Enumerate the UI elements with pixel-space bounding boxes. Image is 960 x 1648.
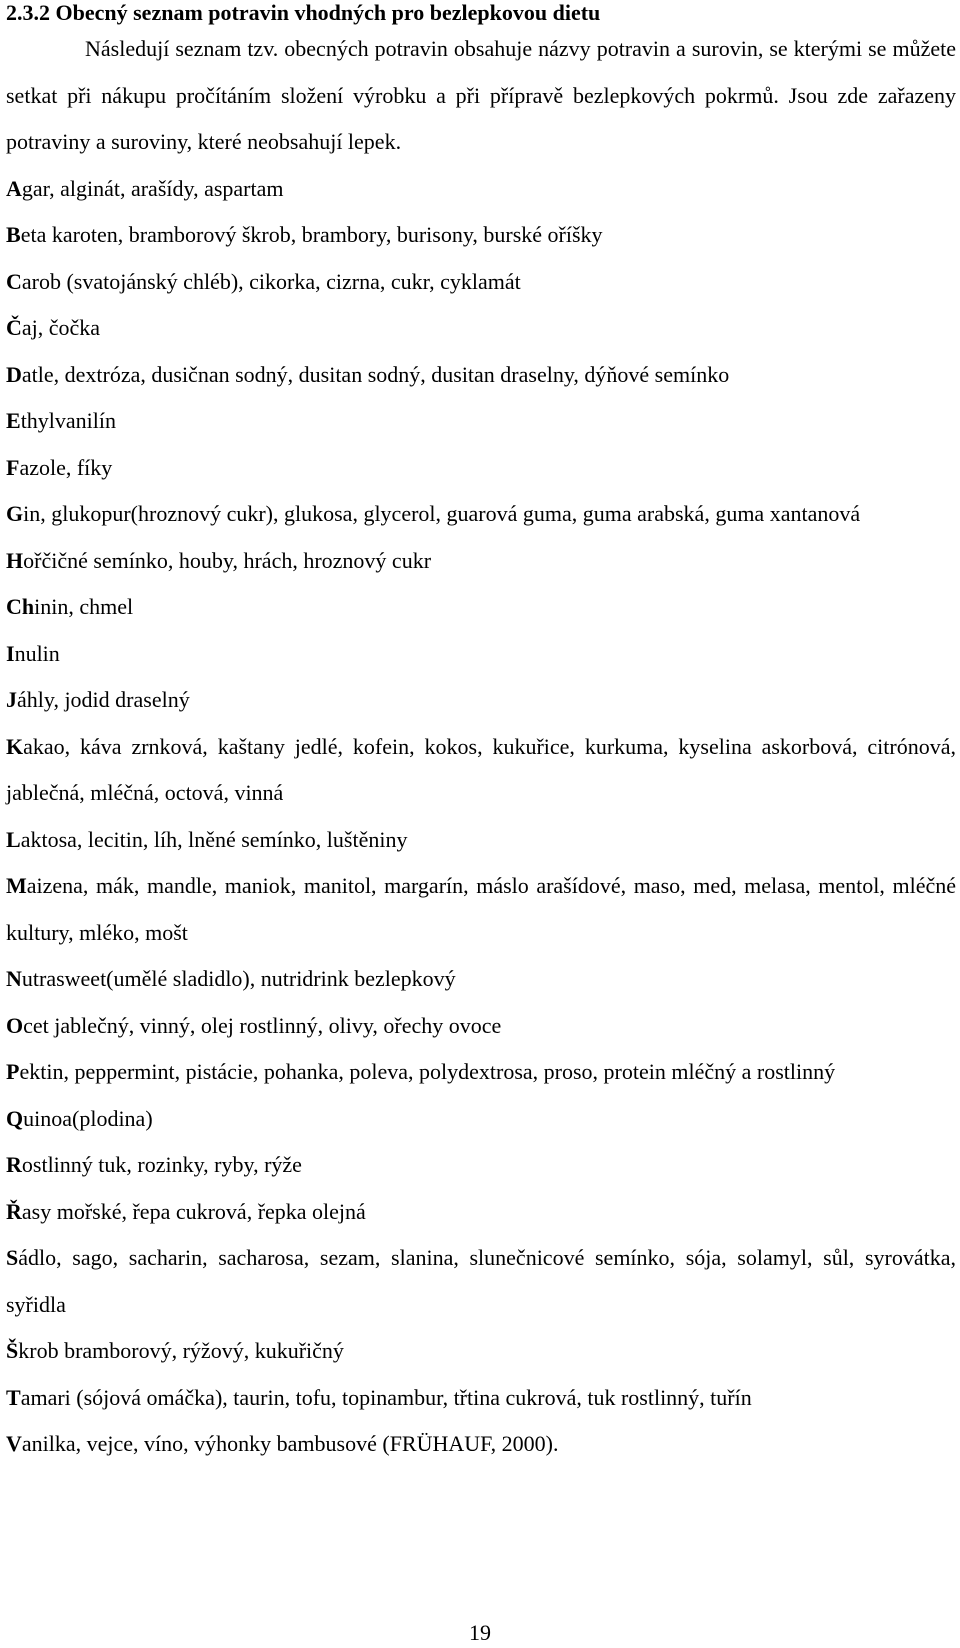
list-item-text: uinoa(plodina) xyxy=(23,1105,153,1131)
list-item-text: ořčičné semínko, houby, hrách, hroznový cukr xyxy=(23,547,432,573)
list-item-initial: H xyxy=(6,547,24,573)
list-item-initial: O xyxy=(6,1012,24,1038)
list-item-text: thylvanilín xyxy=(20,408,117,433)
food-list-item xyxy=(6,398,956,445)
document-page xyxy=(6,0,956,1468)
food-list-item xyxy=(6,1049,956,1096)
food-list-item xyxy=(6,1189,956,1236)
list-item-text: amari (sójová omáčka), taurin, tofu, topinambur, třtina cukrová, tuk rostlinný, tuřín xyxy=(20,1384,752,1410)
food-list-item xyxy=(6,445,956,492)
list-item-initial: C xyxy=(6,268,22,294)
page-number: 19 xyxy=(469,1620,491,1645)
list-item-initial: A xyxy=(6,175,22,201)
list-item-initial: E xyxy=(6,408,21,433)
list-item-text: áhly, jodid draselný xyxy=(17,687,190,712)
food-list-item xyxy=(6,584,956,631)
list-item-initial: S xyxy=(6,1245,19,1270)
food-list-item xyxy=(6,817,956,864)
food-list-item xyxy=(6,1096,956,1143)
list-item-initial: K xyxy=(6,733,24,759)
food-list-item xyxy=(6,677,956,724)
food-list-item xyxy=(6,491,956,538)
food-list-item xyxy=(6,724,956,817)
list-item-text: asy mořské, řepa cukrová, řepka olejná xyxy=(21,1198,366,1224)
food-list-item xyxy=(6,956,956,1003)
food-list-item xyxy=(6,1421,956,1468)
food-list-item xyxy=(6,1142,956,1189)
list-item-text: aktosa, lecitin, líh, lněné semínko, luštěniny xyxy=(20,826,408,852)
list-item-initial: P xyxy=(6,1059,20,1084)
list-item-text: arob (svatojánský chléb), cikorka, cizrna, cukr, cyklamát xyxy=(21,268,521,294)
list-item-initial: Š xyxy=(6,1338,19,1363)
list-item-initial: V xyxy=(6,1431,22,1456)
food-list-item xyxy=(6,1328,956,1375)
food-list-item xyxy=(6,538,956,585)
list-item-text: in, glukopur(hroznový cukr), glukosa, glycerol, guarová guma, guma arabská, guma xantanová xyxy=(23,501,861,526)
list-item-text: ostlinný tuk, rozinky, ryby, rýže xyxy=(21,1152,302,1177)
food-list-item xyxy=(6,1003,956,1050)
list-item-text: ektin, peppermint, pistácie, pohanka, poleva, polydextrosa, proso, protein mléčný a rostlinný xyxy=(19,1059,836,1084)
list-item-text: cet jablečný, vinný, olej rostlinný, olivy, ořechy ovoce xyxy=(23,1012,502,1038)
list-item-text: azole, fíky xyxy=(19,454,113,480)
list-item-initial: Č xyxy=(6,315,22,340)
section-heading: 2.3.2 Obecný seznam potravin vhodných pro bezlepkovou dietu xyxy=(6,0,601,25)
list-item-text: atle, dextróza, dusičnan sodný, dusitan sodný, dusitan draselny, dýňové semínko xyxy=(21,361,730,387)
list-item-text: aizena, mák, mandle, maniok, manitol, margarín, máslo arašídové, maso, med, melasa, mentol, mléčné kultury, mléko, mošt xyxy=(6,873,956,945)
food-list-item xyxy=(6,305,956,352)
food-list-item xyxy=(6,352,956,399)
list-item-text: anilka, vejce, víno, výhonky bambusové (FRÜHAUF, 2000). xyxy=(21,1431,559,1456)
list-item-initial: R xyxy=(6,1152,22,1177)
list-item-initial: N xyxy=(6,966,22,991)
food-list-item xyxy=(6,166,956,213)
food-list-item xyxy=(6,1375,956,1422)
list-item-initial: Q xyxy=(6,1105,24,1131)
list-item-initial: F xyxy=(6,454,20,480)
list-item-text: gar, alginát, arašídy, aspartam xyxy=(21,175,284,201)
list-item-text: ádlo, sago, sacharin, sacharosa, sezam, slanina, slunečnicové semínko, sója, solamyl, sůl, syrovátka, syřidla xyxy=(6,1245,956,1317)
food-list-item xyxy=(6,212,956,259)
list-item-initial: G xyxy=(6,501,24,526)
list-item-text: eta karoten, bramborový škrob, brambory, burisony, burské oříšky xyxy=(20,222,603,247)
food-list-item xyxy=(6,863,956,956)
food-list-item xyxy=(6,1235,956,1328)
list-item-text: inin, chmel xyxy=(34,594,134,619)
food-list xyxy=(6,166,956,1468)
list-item-initial: L xyxy=(6,826,21,852)
list-item-initial: I xyxy=(6,640,15,666)
list-item-initial: Ch xyxy=(6,594,35,619)
list-item-text: akao, káva zrnková, kaštany jedlé, kofein, kokos, kukuřice, kurkuma, kyselina askorbová, citrónová, jablečná, mléčná, octová, vinná xyxy=(6,733,956,805)
list-item-initial: J xyxy=(6,687,17,712)
list-item-initial: M xyxy=(6,873,27,898)
list-item-text: krob bramborový, rýžový, kukuřičný xyxy=(18,1338,344,1363)
list-item-initial: Ř xyxy=(6,1198,22,1224)
food-list-item xyxy=(6,631,956,678)
list-item-initial: T xyxy=(6,1384,21,1410)
food-list-item xyxy=(6,259,956,306)
list-item-initial: D xyxy=(6,361,22,387)
list-item-text: aj, čočka xyxy=(21,315,101,340)
list-item-initial: B xyxy=(6,222,21,247)
intro-paragraph: Následují seznam tzv. obecných potravin obsahuje názvy potravin a surovin, se kterými se můžete setkat při nákupu pročítáním složení výrobku a při přípravě bezlepkových pokrmů. Jsou zde zařazeny potraviny a suroviny, které neobsahují lepek. xyxy=(6,36,956,154)
list-item-text: nulin xyxy=(14,640,60,666)
list-item-text: utrasweet(umělé sladidlo), nutridrink bezlepkový xyxy=(21,966,456,991)
